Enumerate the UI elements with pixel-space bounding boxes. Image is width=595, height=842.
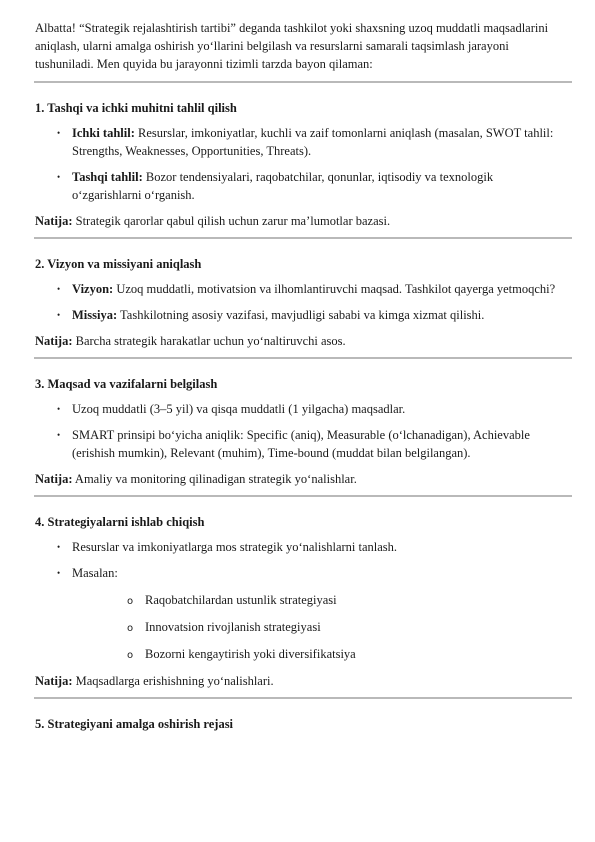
section-heading: 2. Vizyon va missiyani aniqlash	[35, 257, 202, 271]
item-text: Uzoq muddatli, motivatsion va ilhomlantiruvchi maqsad. Tashkilot qayerga yetmoqchi?	[113, 282, 556, 296]
list-item	[35, 124, 565, 160]
section-heading: 3. Maqsad va vazifalarni belgilash	[35, 377, 218, 391]
item-text: Resurslar va imkoniyatlarga mos strategik yo‘nalishlarni tanlash.	[72, 540, 398, 554]
item-text: Masalan:	[72, 566, 118, 580]
result-label: Natija:	[35, 674, 73, 688]
result-line	[35, 332, 565, 350]
item-text: Uzoq muddatli (3–5 yil) va qisqa muddatli (1 yilgacha) maqsadlar.	[72, 402, 406, 416]
section-heading: 5. Strategiyani amalga oshirish rejasi	[35, 717, 234, 731]
section-3	[35, 375, 565, 488]
list-item	[35, 426, 565, 462]
result-text: Strategik qarorlar qabul qilish uchun zarur ma’lumotlar bazasi.	[72, 214, 391, 228]
document-page	[35, 19, 565, 740]
item-text: Bozor tendensiyalari, raqobatchilar, qonunlar, iqtisodiy va texnologik o‘zgarishlarni o‘rganish.	[72, 170, 494, 202]
sub-list-item: o Innovatsion rivojlanish strategiyasi	[72, 618, 565, 636]
item-text: SMART prinsipi bo‘yicha aniqlik: Specific (aniq), Measurable (o‘lchanadigan), Achievable (erishish mumkin), Relevant (muhim), Time-bound (muddat bilan belgilangan).	[72, 428, 530, 460]
sub-bullet-list	[72, 591, 565, 663]
divider	[34, 237, 572, 239]
result-text: Maqsadlarga erishishning yo‘nalishlari.	[72, 674, 274, 688]
divider	[34, 697, 572, 699]
result-label: Natija:	[35, 334, 73, 348]
list-item	[35, 280, 565, 298]
list-item	[35, 538, 565, 556]
section-5	[35, 715, 565, 733]
item-text: Resurslar, imkoniyatlar, kuchli va zaif tomonlarni aniqlash (masalan, SWOT tahlil: Strengths, Weaknesses, Opportunities, Threats).	[72, 126, 554, 158]
result-text: Barcha strategik harakatlar uchun yo‘naltiruvchi asos.	[72, 334, 346, 348]
sub-list-item: o Raqobatchilardan ustunlik strategiyasi	[72, 591, 565, 609]
item-label: Vizyon:	[72, 282, 114, 296]
item-label: Ichki tahlil:	[72, 126, 135, 140]
section-heading: 1. Tashqi va ichki muhitni tahlil qilish	[35, 101, 237, 115]
section-heading: 4. Strategiyalarni ishlab chiqish	[35, 515, 205, 529]
section-2	[35, 255, 565, 350]
item-label: Missiya:	[72, 308, 118, 322]
item-text: Tashkilotning asosiy vazifasi, mavjudligi sababi va kimga xizmat qilishi.	[117, 308, 485, 322]
bullet-list	[35, 538, 565, 663]
list-item	[35, 306, 565, 324]
section-1	[35, 99, 565, 230]
divider	[34, 495, 572, 497]
item-label: Tashqi tahlil:	[72, 170, 143, 184]
result-label: Natija:	[35, 214, 73, 228]
intro-paragraph: Albatta! “Strategik rejalashtirish tartibi” deganda tashkilot yoki shaxsning uzoq muddatli maqsadlarini aniqlash, ularni amalga oshirish yo‘llarini belgilash va resurslarni samarali taqsimlash jarayoni tushuniladi. Men quyida bu jarayonni tizimli tarzda bayon qilaman:	[35, 21, 549, 71]
bullet-list	[35, 400, 565, 462]
list-item	[35, 400, 565, 418]
result-line	[35, 672, 565, 690]
result-text: Amaliy va monitoring qilinadigan strategik yo‘nalishlar.	[72, 472, 357, 486]
result-line	[35, 212, 565, 230]
section-4	[35, 513, 565, 690]
list-item	[35, 168, 565, 204]
bullet-list	[35, 280, 565, 324]
bullet-list	[35, 124, 565, 204]
result-line	[35, 470, 565, 488]
divider	[34, 357, 572, 359]
sub-list-item: o Bozorni kengaytirish yoki diversifikatsiya	[72, 645, 565, 663]
result-label: Natija:	[35, 472, 73, 486]
list-item	[35, 564, 565, 663]
divider	[34, 81, 572, 83]
